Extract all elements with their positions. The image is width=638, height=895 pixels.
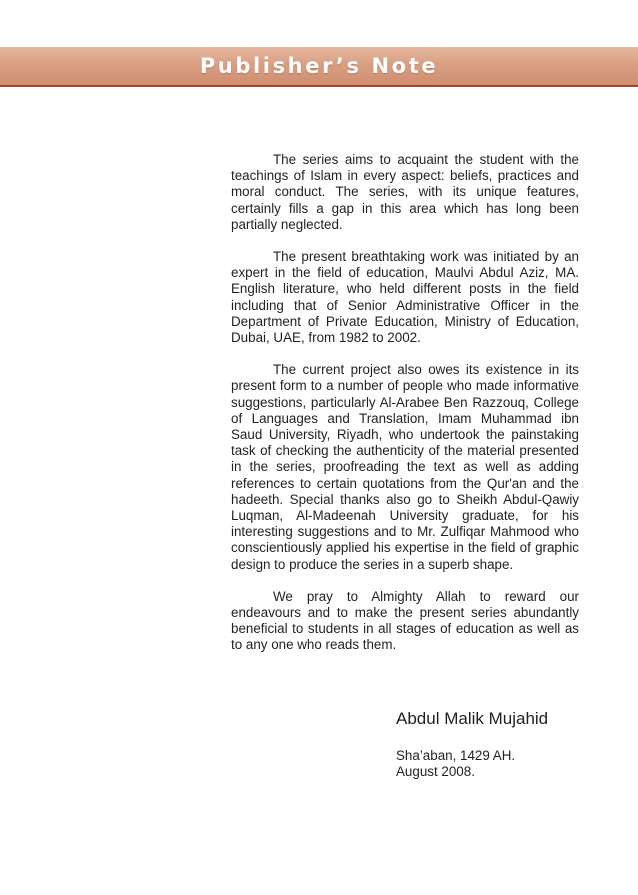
title-banner bbox=[0, 47, 638, 85]
note-body bbox=[231, 152, 579, 670]
paragraph-1: The series aims to acquaint the student with the teachings of Islam in every aspect: beliefs, practices and moral conduct. The series, with its unique features, certainly fills a gap in this area which has long been partially neglected. bbox=[231, 152, 579, 232]
paragraph-2: The present breathtaking work was initiated by an expert in the field of education, Maulvi Abdul Aziz, MA. English literature, who held different posts in the field including that of Senior Administrative Officer in the Department of Private Education, Ministry of Education, Dubai, UAE, from 1982 to 2002. bbox=[231, 249, 579, 346]
signature-name: Abdul Malik Mujahid bbox=[396, 709, 549, 728]
page-title: Publisher’s Note bbox=[199, 54, 439, 78]
signature-date-gregorian: August 2008. bbox=[396, 764, 475, 779]
signature-date-hijri: Sha’aban, 1429 AH. bbox=[396, 748, 516, 763]
paragraph-4: We pray to Almighty Allah to reward our endeavours and to make the present series abundantly beneficial to students in all stages of education as well as to any one who reads them. bbox=[231, 588, 579, 653]
header-divider bbox=[0, 85, 638, 87]
paragraph-3: The current project also owes its existence in its present form to a number of people who made informative suggestions, particularly Al-Arabee Ben Razzouq, College of Languages and Translation, Imam Muhammad ibn Saud University, Riyadh, who undertook the painstaking task of checking the authenticity of the material presented in the series, proofreading the text as well as adding references to certain quotations from the Qur'an and the hadeeth. Special thanks also go to Sheikh Abdul-Qawiy Luqman, Al-Madeenah University graduate, for his interesting suggestions and to Mr. Zulfiqar Mahmood who conscientiously applied his expertise in the field of graphic design to produce the series in a superb shape. bbox=[231, 362, 579, 572]
